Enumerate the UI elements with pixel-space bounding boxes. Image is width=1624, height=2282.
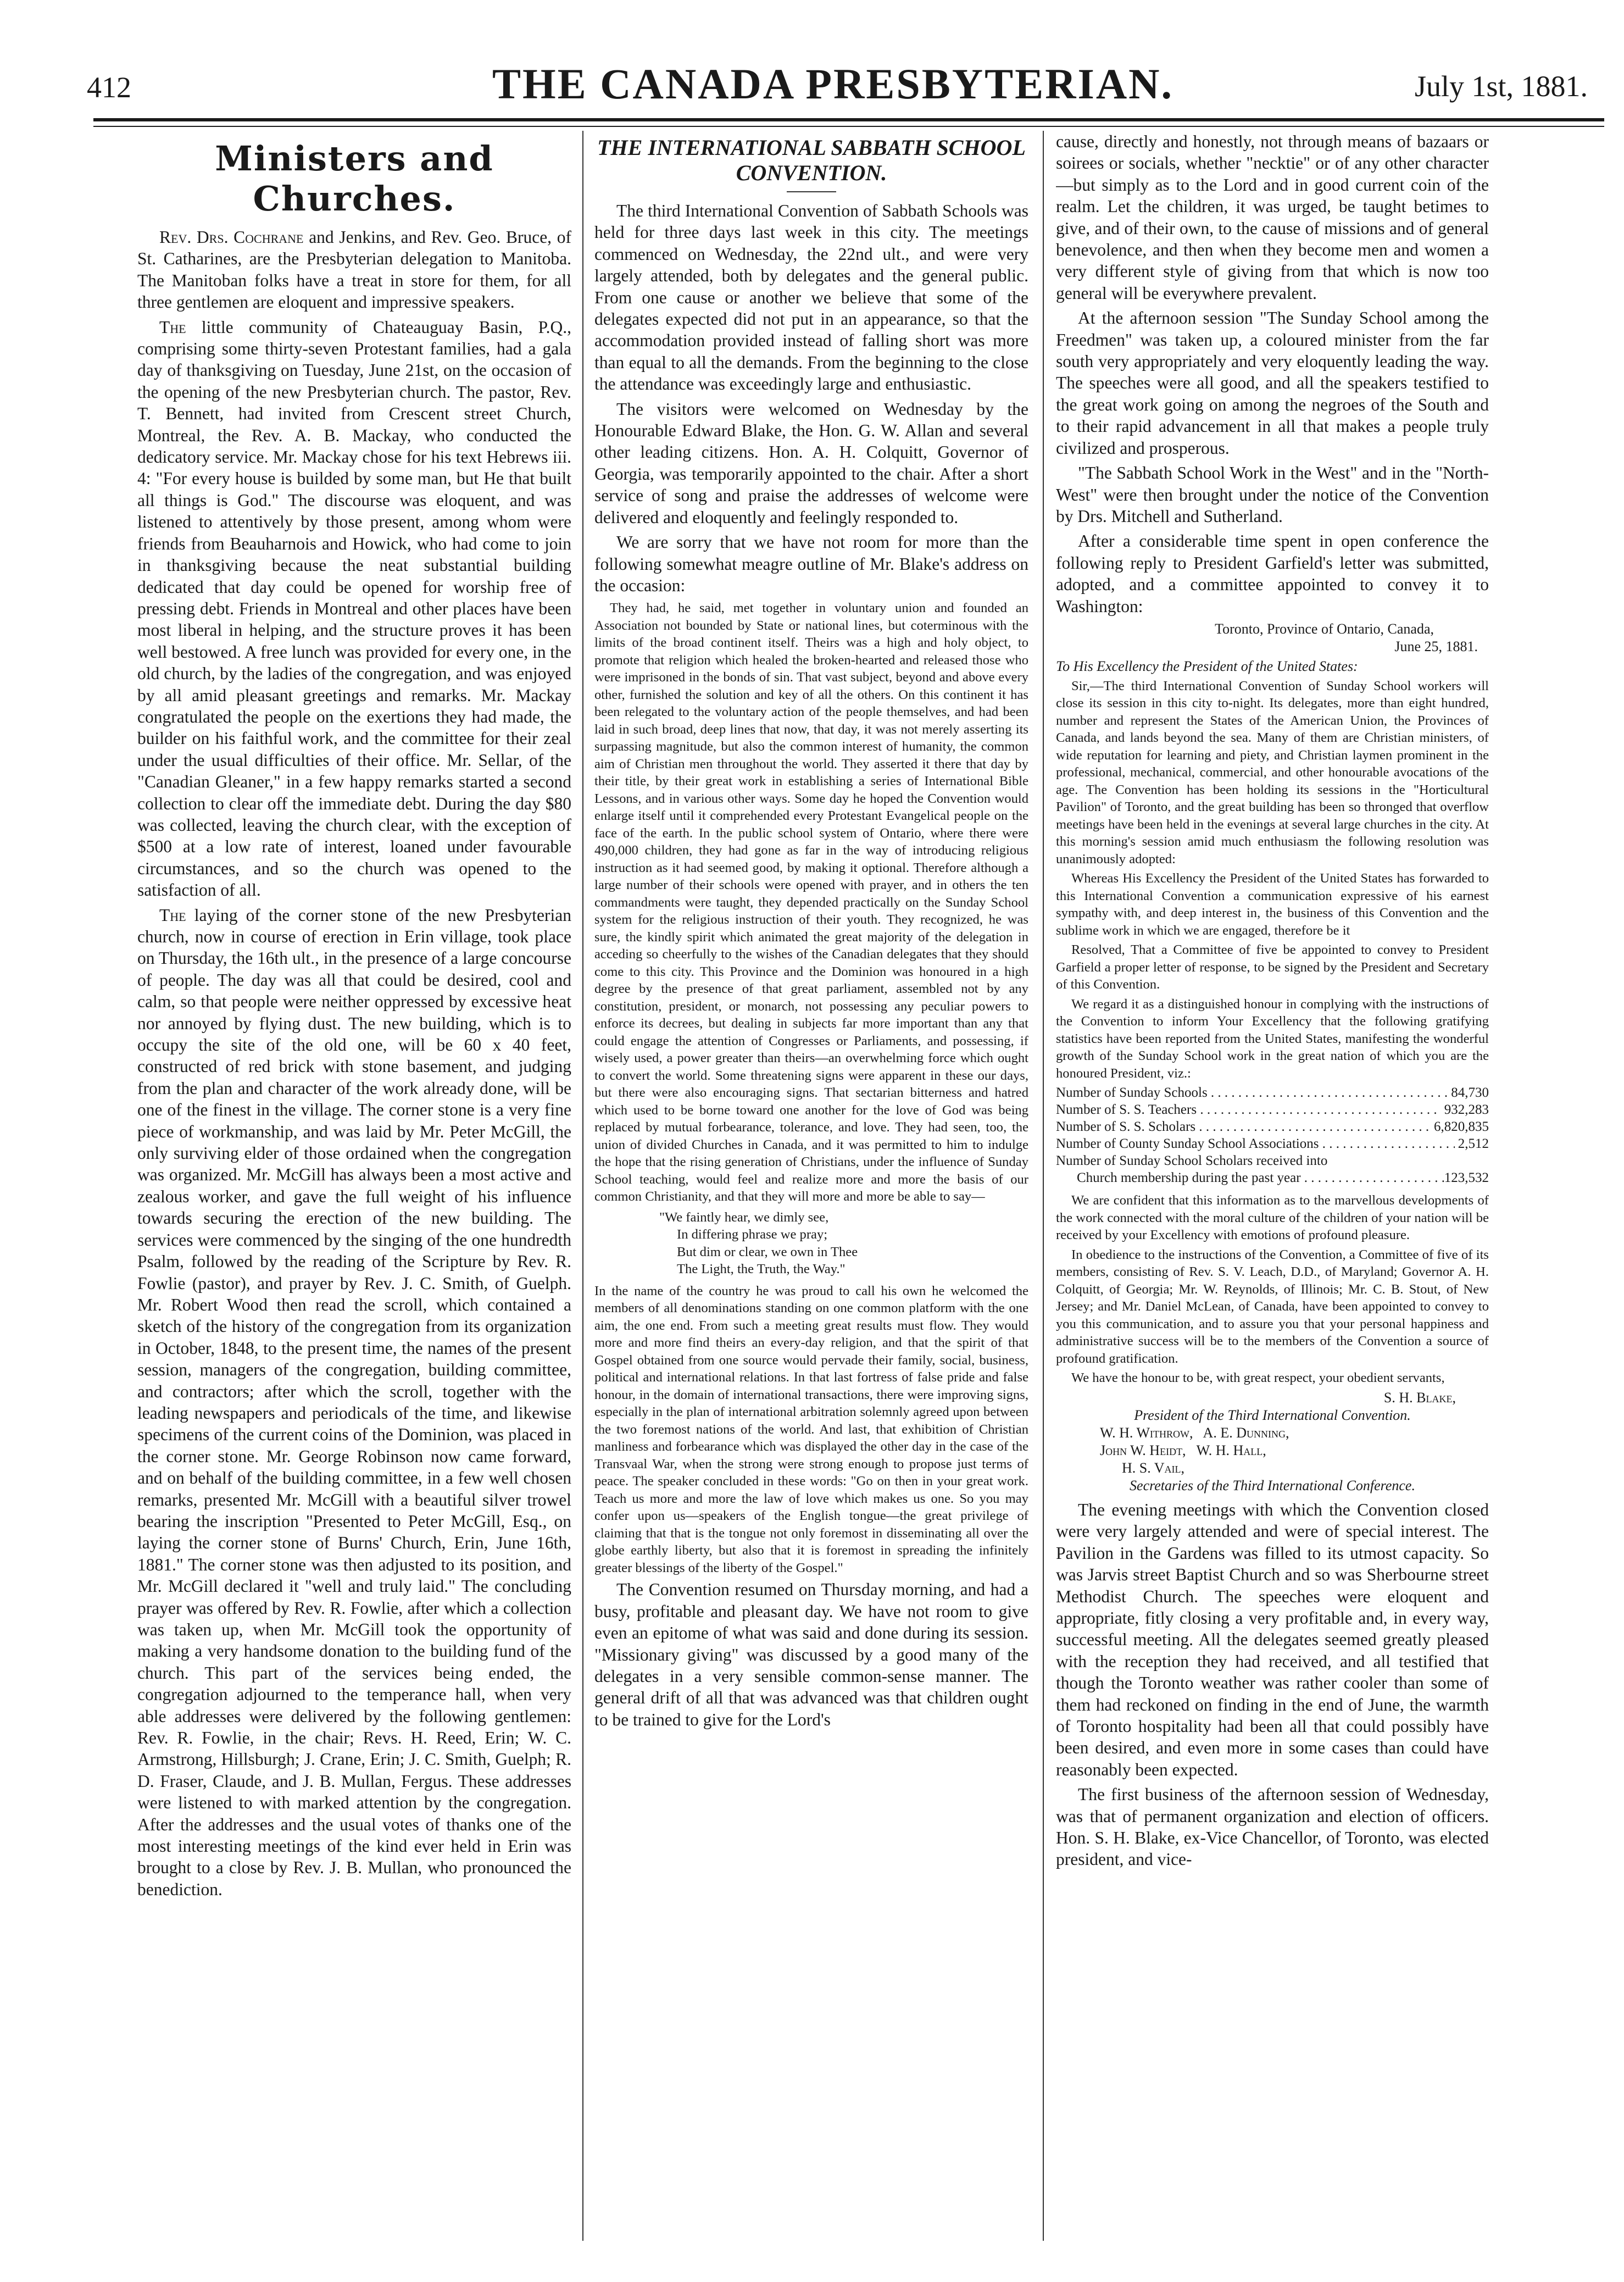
secretaries-title: Secretaries of the Third International Conference. bbox=[1130, 1477, 1415, 1493]
statistic-row bbox=[1056, 1084, 1489, 1101]
letter-paragraph: Whereas His Excellency the President of the United States has forwarded to this International Convention a communication expressive of his earnest sympathy with, and deep interest in, the business of this Convention and the sublime work in which we are engaged, therefore be it bbox=[1056, 871, 1489, 938]
statistic-value: 2,512 bbox=[1458, 1136, 1489, 1152]
column-divider bbox=[1043, 131, 1044, 2241]
paragraph-lead: Rev. Drs. Cochrane bbox=[159, 227, 304, 247]
article-paragraph: The first business of the afternoon session of Wednesday, was that of permanent organization and election of officers. Hon. S. H. Blake, ex-Vice Chancellor, of Toronto, was elected president, and vice- bbox=[1056, 1785, 1489, 1869]
column-ministers-and-churches bbox=[137, 131, 571, 2219]
statistic-label: Number of Sunday Schools . . . bbox=[1056, 1084, 1448, 1101]
article-paragraph: The evening meetings with which the Convention closed were very largely attended and were of special interest. The Pavilion in the Gardens was filled to its utmost capacity. So was Jarvis street Baptist Church and so was Sherbourne street Methodist Church. The speeches were eloquent and appropriate, fitly closing a very profitable and, in every way, successful meeting. All the delegates seemed greatly pleased with the reception they had received, and all testified that though the Toronto weather was rather cooler than some of them had reckoned on finding in the end of June, the warmth of Toronto hospitality had been all that could possibly have been desired, and even more in some cases than could have reasonably been expected. bbox=[1056, 1500, 1489, 1779]
letter-body bbox=[1056, 678, 1489, 1082]
poem-line: The Light, the Truth, the Way." bbox=[677, 1262, 846, 1277]
article-paragraph bbox=[137, 317, 571, 901]
letter-signatures bbox=[1056, 1389, 1489, 1495]
article-paragraph: We are sorry that we have not room for more than the following somewhat meagre outline of Mr. Blake's address on the occasion: bbox=[594, 532, 1028, 595]
speech-paragraph: They had, he said, met together in voluntary union and founded an Association not bounded by State or national lines, but coterminous with the limits of the broad continent itself. Theirs was a high and holy object, to promote that religion which healed the broken-hearted and released those who were imprisoned in the bonds of sin. That vast subject, beyond and above every other, furnished the solution and key of all the others. On this continent it has been relegated to the voluntary action of the people themselves, and had been laid in such broad, deep lines that now, that day, it was not merely asserting its surpassing magnitude, but also the common interest of humanity, the common aim of Christian men throughout the world. They asserted it there that day by their title, by their great work in establishing a series of International Bible Lessons, and in various other ways. Some day he hoped the Convention would enlarge itself until it comprehended every Protestant Evangelical people on the face of the earth. In the public school system of Ontario, where there were 490,000 children, they had gone as far in the way of introducing religious instruction as it had seemed good, by making it optional. Therefore although a large number of their schools were opened with prayer, and in others the ten commandments were taught, they depended practically on the Sunday School system for the religious instruction of their youth. They recognized, he was sure, the kindly spirit which animated the great majority of the delegation in acceding so cheerfully to the wishes of the Canadian delegates that they should come to this city. This Province and the Dominion was honoured in a high degree by the presence of that great parliament, assembled not by any constitution, president, or monarch, not possessing any peculiar powers to enforce its decrees, but dealing in subjects far more important than any that could engage the attention of Congresses or Parliaments, and possessing, if wisely used, a power greater than theirs—an overwhelming force which ought to convert the world. Some threatening signs were apparent in these our days, but there were also encouraging signs. That sectarian bitterness and hatred which used to be borne toward one another for the love of God was being replaced by mutual forbearance, tolerance, and love. They had seen, too, the union of divided Churches in Canada, and it was permitted to him to indulge the hope that the rising generation of Christians, under the influence of Sunday School teaching, would feel and realize more and more the basis of our common Christianity, and that they will more and more be able to say— bbox=[594, 601, 1028, 1204]
letter-paragraph: In obedience to the instructions of the Convention, a Committee of five of its members, consisting of Rev. S. V. Leach, D.D., of Maryland; Governor A. H. Colquitt, of Georgia; Mr. W. Reynolds, of Illinois; Mr. C. B. Stout, of New Jersey; and Mr. Daniel McLean, of Canada, have been appointed to convey to you this communication, and to assure you that your personal happiness and administrative success will be to the members of the Convention a source of profound gratification. bbox=[1056, 1247, 1489, 1366]
statistic-label: Number of S. S. Teachers . . . bbox=[1056, 1101, 1441, 1118]
statistic-row bbox=[1056, 1152, 1489, 1186]
letter-paragraph: Sir,—The third International Convention of Sunday School workers will close its session in this city to-night. Its delegates, more than eight hundred, number and represent the States of the American Union, the Provinces of Canada, and lands beyond the sea. Many of them are Christian ministers, of wide reputation for learning and piety, and Christian laymen prominent in the professional, mechanical, commercial, and other honourable avocations of the age. The Convention has been holding its sessions in the "Horticultural Pavilion" of Toronto, and the great building has been so thronged that overflow meetings have been held in the evenings at several large churches in the city. At this morning's session amid much enthusiasm the following resolution was unanimously adopted: bbox=[1056, 678, 1489, 867]
letter-to-president bbox=[1056, 620, 1489, 1495]
section-heading: Ministers and Churches. bbox=[215, 138, 494, 219]
letter-address: To His Excellency the President of the United States: bbox=[1056, 658, 1358, 674]
poem-line: But dim or clear, we own in Thee bbox=[677, 1244, 858, 1259]
signatory-name: S. H. Blake, bbox=[1383, 1389, 1456, 1406]
statistic-row bbox=[1056, 1118, 1489, 1135]
paragraph-lead: The bbox=[159, 905, 186, 925]
column-divider bbox=[582, 131, 583, 2241]
statistic-label: Number of Sunday School Scholars received into bbox=[1056, 1153, 1328, 1169]
statistic-value: 6,820,835 bbox=[1434, 1119, 1489, 1135]
signatory-title: President of the Third International Convention. bbox=[1134, 1407, 1411, 1423]
statistic-value: 123,532 bbox=[1444, 1170, 1489, 1186]
column-convention-article bbox=[594, 131, 1028, 2235]
article-paragraph: At the afternoon session "The Sunday School among the Freedmen" was taken up, a coloured minister from the far south very appropriately and very eloquently leading the way. The speeches were all good, and all the speakers testified to the great work going on among the negroes of the South and to their rapid advancement in all that makes a people truly civilized and prosperous. bbox=[1056, 308, 1489, 458]
statistic-label: Number of County Sunday School Associations . . . bbox=[1056, 1135, 1455, 1152]
speech-outline bbox=[594, 599, 1028, 1576]
masthead-rule-thick bbox=[93, 118, 1604, 121]
secretaries-row: H. S. Vail, bbox=[1122, 1459, 1185, 1476]
letter-paragraph: We have the honour to be, with great respect, your obedient servants, bbox=[1071, 1370, 1445, 1386]
article-paragraph: The visitors were welcomed on Wednesday by the Honourable Edward Blake, the Hon. G. W. Allan and several other leading citizens. Hon. A. H. Colquitt, Governor of Georgia, was temporarily appointed to the chair. After a short service of song and praise the addresses of welcome were delivered and eloquently and feelingly responded to. bbox=[594, 399, 1028, 527]
issue-date: July 1st, 1881. bbox=[1414, 70, 1588, 103]
article-paragraph: The Convention resumed on Thursday morning, and had a busy, profitable and pleasant day. We have not room to give even an epitome of what was said and done during its session. "Missionary giving" was discussed by a good many of the delegates in a very sensible common-sense manner. The general drift of all that was advanced was that children ought to be trained to give for the Lord's bbox=[594, 1580, 1028, 1729]
paragraph-text: and Jenkins, and Rev. Geo. Bruce, of St. Catharines, are the Presbyterian delegation to Manitoba. The Manitoban folks have a treat in store for them, for all three gentlemen are eloquent and impressive speakers. bbox=[137, 227, 571, 312]
letter-date: June 25, 1881. bbox=[1394, 638, 1478, 654]
letter-paragraph: Resolved, That a Committee of five be appointed to convey to President Garfield a proper letter of response, to be signed by the President and Secretary of this Convention. bbox=[1056, 942, 1489, 992]
statistic-row bbox=[1056, 1101, 1489, 1118]
column-convention-continued bbox=[1056, 131, 1489, 2235]
article-paragraph: The third International Convention of Sabbath Schools was held for three days last week in this city. The meetings commenced on Wednesday, the 22nd ult., and were very largely attended, both by delegates and the general public. From one cause or another we believe that some of the delegates expected did not put in an appearance, so that the accommodation provided instead of falling short was more than equal to all the demands. From the beginning to the close the attendance was exceedingly large and enthusiastic. bbox=[594, 201, 1028, 394]
heading-rule bbox=[787, 191, 836, 192]
secretaries-row: John W. Heidt, W. H. Hall, bbox=[1100, 1442, 1266, 1458]
letter-body-continued bbox=[1056, 1192, 1489, 1387]
article-heading: THE INTERNATIONAL SABBATH SCHOOL CONVENTION. bbox=[597, 135, 1026, 185]
statistics-table bbox=[1056, 1084, 1489, 1186]
secretaries-row: W. H. Withrow, A. E. Dunning, bbox=[1100, 1424, 1289, 1441]
article-paragraph bbox=[137, 226, 571, 313]
statistic-continuation bbox=[1056, 1169, 1489, 1186]
poem-line: "We faintly hear, we dimly see, bbox=[659, 1209, 829, 1225]
letter-paragraph: We regard it as a distinguished honour in complying with the instructions of the Convention to inform Your Excellency that the following gratifying statistics have been reported from the United States, manifesting the wonderful growth of the Sunday School work in the great nation of which you are the honoured President, viz.: bbox=[1056, 996, 1489, 1081]
letter-paragraph: We are confident that this information as to the marvellous developments of the work connected with the moral culture of the children of your nation will be received by your Excellency with emotions of profound pleasure. bbox=[1056, 1193, 1489, 1243]
paragraph-text: little community of Chateauguay Basin, P.Q., comprising some thirty-seven Protestant families, had a gala day of thanksgiving on Tuesday, June 21st, on the occasion of the opening of the new Presbyterian church. The pastor, Rev. T. Bennett, had invited from Crescent street Church, Montreal, the Rev. A. B. Mackay, who conducted the dedicatory service. Mr. Mackay chose for his text Hebrews iii. 4: "For every house is builded by some man, but He that built all things is God." The discourse was eloquent, and was listened to attentively by those present, among whom were friends from Beauharnois and Howick, who had come to join in thanksgiving because the neat substantial building dedicated that day could be opened for worship free of pressing debt. Friends in Montreal and other places have been most liberal in helping, and the structure proves it has been well bestowed. A free lunch was provided for every one, in the old church, by the ladies of the congregation, and was enjoyed by all amid pleasant greetings and remarks. Mr. Mackay congratulated the people on the exertions they had made, the builder on his faithful work, and the committee for their zeal under the usual difficulties of their office. Mr. Sellar, of the "Canadian Gleaner," in a few happy remarks started a second collection to clear off the immediate debt. During the day $80 was collected, leaving the church clear, with the exception of $500 at a low rate of interest, loaned under favourable circumstances, and so the church was opened to the satisfaction of all. bbox=[137, 317, 571, 900]
paragraph-lead: The bbox=[159, 317, 186, 337]
article-paragraph bbox=[137, 904, 571, 1901]
article-paragraph: cause, directly and honestly, not through means of bazaars or soirees or socials, whether "necktie" or of any other character—but simply as to the Lord and in good current coin of the realm. Let the children, it was urged, be taught betimes to give, and of their own, to the cause of missions and of general benevolence, and then when they become men and women a very different style of giving from that which is now too general will be everywhere prevalent. bbox=[1056, 132, 1489, 303]
article-paragraph: "The Sabbath School Work in the West" and in the "North-West" were then brought under the notice of the Convention by Drs. Mitchell and Sutherland. bbox=[1056, 463, 1489, 526]
letter-place: Toronto, Province of Ontario, Canada, bbox=[1215, 620, 1434, 637]
paragraph-text: laying of the corner stone of the new Presbyterian church, now in course of erection in Erin village, took place on Thursday, the 16th ult., in the presence of a large concourse of people. The day was all that could be desired, cool and calm, so that people were neither oppressed by excessive heat nor annoyed by flying dust. The new building, which is to occupy the site of the old one, will be 60 x 40 feet, constructed of red brick with stone basement, and judging from the plan and character of the work already done, will be one of the finest in the village. The corner stone is a very fine piece of workmanship, and was laid by Mr. Peter McGill, the only surviving elder of those ordained when the congregation was organized. Mr. McGill has always been a most active and zealous worker, and gave the full weight of his influence towards securing the erection of the new building. The services were commenced by the singing of the one hundredth Psalm, followed by the reading of the Scripture by Rev. R. Fowlie (pastor), and prayer by Rev. J. C. Smith, of Guelph. Mr. Robert Wood then read the scroll, which contained a sketch of the history of the congregation from its organization in October, 1848, to the present time, the names of the present session, managers of the congregation, building committee, and contractors; after which the scroll, together with the leading newspapers and periodicals of the time, and likewise specimens of the current coins of the Dominion, was placed in the corner stone. Mr. George Robinson now came forward, and on behalf of the building committee, in a few well chosen remarks, presented Mr. McGill with a beautiful silver trowel bearing the inscription "Presented to Peter McGill, Esq., on laying the corner stone of Burns' Church, Erin, June 16th, 1881." The corner stone was then adjusted to its position, and Mr. McGill declared it "well and truly laid." The concluding prayer was offered by Rev. R. Fowlie, after which a collection was taken up, when Mr. McGill took the opportunity of making a very handsome donation to the building fund of the church. This part of the services being ended, the congregation adjourned to the temperance hall, when very able addresses were delivered by the following gentlemen: Rev. R. Fowlie, in the chair; Revs. H. Reed, Erin; W. C. Armstrong, Hillsburgh; J. Crane, Erin; J. C. Smith, Guelph; R. D. Fraser, Claude, and J. B. Mullan, Fergus. These addresses were listened to with marked attention by the congregation. After the addresses and the usual votes of thanks one of the most interesting meetings of the kind ever held in Erin was brought to a close by Rev. J. B. Mullan, who pronounced the benediction. bbox=[137, 905, 571, 1899]
article-paragraph: After a considerable time spent in open conference the following reply to President Garfield's letter was submitted, adopted, and a committee appointed to convey it to Washington: bbox=[1056, 531, 1489, 616]
newspaper-title: THE CANADA PRESBYTERIAN. bbox=[492, 60, 1174, 108]
statistic-value: 84,730 bbox=[1451, 1085, 1489, 1101]
statistic-row bbox=[1056, 1135, 1489, 1152]
page-number: 412 bbox=[87, 71, 131, 104]
masthead-rule-thin bbox=[93, 126, 1604, 127]
masthead bbox=[53, 55, 1613, 115]
statistic-label: Church membership during the past year . . . bbox=[1077, 1169, 1444, 1186]
speech-paragraph: In the name of the country he was proud to call his own he welcomed the members of all denominations standing on one common platform with the one aim, the one end. From such a meeting great results must flow. They would more and more find theirs an every-day religion, and that the spirit of that Gospel obtained from one source would pervade their family, social, business, political and international relations. In that last fortress of false pride and false honour, in the domain of international transactions, there were improving signs, especially in the plan of international arbitration solemnly agreed upon between the two foremost nations of the world. And last, that exhibition of Christian manliness and forbearance which was displayed the other day in the case of the Transvaal War, when the strong were strong enough to propose just terms of peace. The speaker concluded in these words: "Go on then in your great work. Teach us more and more the law of love which makes us one. So you may confer upon us—speakers of the English tongue—the great privilege of claiming that that is the tongue not only foremost in disseminating all over the globe earthly liberty, but also that it is foremost in spreading the infinitely greater blessings of the liberty of the Gospel." bbox=[594, 1283, 1028, 1575]
statistic-value: 932,283 bbox=[1444, 1102, 1489, 1118]
poem-quote bbox=[594, 1209, 1028, 1278]
statistic-label: Number of S. S. Scholars . . . bbox=[1056, 1118, 1431, 1135]
poem-line: In differing phrase we pray; bbox=[677, 1227, 828, 1242]
